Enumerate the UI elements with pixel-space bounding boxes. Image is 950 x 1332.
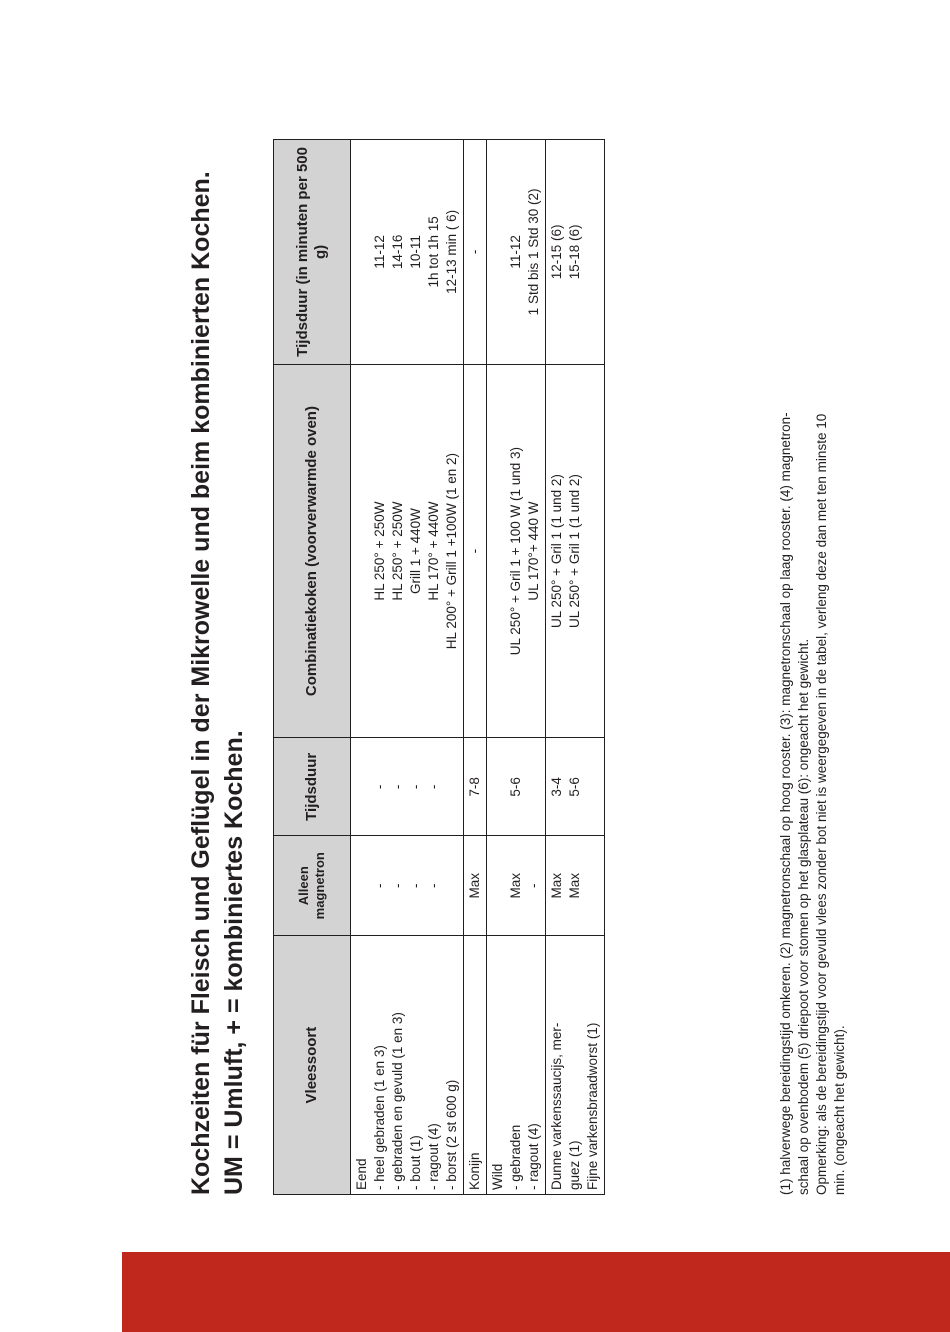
- cell-line: Grill 1 + 440W: [408, 508, 423, 595]
- cell-line: Eend: [354, 1158, 369, 1190]
- title-line-2: UM = Umluft, + = kombiniertes Kochen.: [220, 730, 248, 1195]
- cell-line: HL 250° + 250W: [372, 501, 387, 601]
- cell-tijdsduur: [351, 738, 464, 836]
- header-combinatiekoken: Combinatiekoken (voorverwarmde oven): [274, 364, 351, 738]
- cell-line: Max: [549, 872, 564, 899]
- cell-line: Wild: [490, 1163, 505, 1190]
- cell-vleessoort: [487, 936, 546, 1195]
- cell-tijdsduur: [464, 738, 487, 836]
- header-tijdsduur: Tijdsduur: [274, 738, 351, 836]
- cell-line: [525, 742, 543, 831]
- footnote-line: schaal op ovenbodem (5) driepoot voor stomen op het glasplateau (6): ongeacht het gewicht.: [796, 638, 811, 1195]
- cell-line: -: [408, 784, 423, 790]
- cell-vleessoort: [546, 936, 605, 1195]
- cell-line: [489, 144, 507, 360]
- cell-line: 11-12: [508, 235, 523, 269]
- cell-tijdsduur: [546, 738, 605, 836]
- cell-line: [489, 369, 507, 734]
- cell-line: [353, 144, 371, 360]
- cell-tijdsduur-500g: [546, 140, 605, 365]
- cell-line: [443, 742, 461, 831]
- cell-line: UL 250° + Gril 1 (1 und 2): [567, 474, 582, 628]
- cell-line: -: [467, 249, 482, 255]
- page-title: [185, 105, 251, 1195]
- cell-line: HL 250° + 250W: [390, 501, 405, 601]
- table-row: [464, 140, 487, 1195]
- cell-line: HL 170° + 440W: [426, 501, 441, 601]
- footnotes: [777, 139, 849, 1195]
- rotated-page-content: [185, 105, 847, 1195]
- cell-line: -: [426, 883, 441, 888]
- cell-line: Max: [467, 872, 482, 899]
- footnote-line: min. (ongeacht het gewicht).: [832, 1025, 847, 1195]
- cell-line: - borst (2 st 600 g): [444, 1079, 459, 1190]
- cell-line: -: [390, 883, 405, 888]
- cell-line: [584, 742, 602, 831]
- cell-line: [584, 144, 602, 360]
- cell-line: Max: [567, 872, 582, 899]
- cell-magnetron: [546, 836, 605, 936]
- cell-line: [489, 742, 507, 831]
- cooking-times-table: [273, 139, 605, 1195]
- cell-line: -: [408, 883, 423, 888]
- cell-line: 12-13 min ( 6): [444, 209, 459, 294]
- cell-line: - gebraden: [508, 1124, 523, 1190]
- cell-line: 11-12: [372, 235, 387, 269]
- cell-combinatie: [546, 364, 605, 738]
- cell-combinatie: [351, 364, 464, 738]
- cell-line: 1 Std bis 1 Std 30 (2): [526, 188, 541, 316]
- cell-line: UL 170°+ 440 W: [526, 501, 541, 601]
- cell-line: UL 250° + Gril 1 + 100 W (1 und 3): [508, 446, 523, 656]
- cell-line: 15-18 (6): [567, 224, 582, 280]
- cell-line: HL 200° + Grill 1 +100W (1 en 2): [444, 452, 459, 650]
- cell-line: guez (1): [567, 1140, 582, 1190]
- cell-line: -: [372, 883, 387, 888]
- cell-line: 10-11: [408, 235, 423, 269]
- cell-line: -: [372, 784, 387, 790]
- cell-tijdsduur-500g: [351, 140, 464, 365]
- cell-magnetron: [487, 836, 546, 936]
- cell-line: [353, 840, 371, 931]
- table-row: [351, 140, 464, 1195]
- table-header-row: [274, 140, 351, 1195]
- cell-line: [584, 840, 602, 931]
- cell-tijdsduur-500g: [487, 140, 546, 365]
- cell-vleessoort: [464, 936, 487, 1195]
- cell-line: 5-6: [567, 777, 582, 797]
- cell-tijdsduur: [487, 738, 546, 836]
- cell-combinatie: [464, 364, 487, 738]
- cell-line: 12-15 (6): [549, 224, 564, 280]
- cell-line: [353, 742, 371, 831]
- cell-line: Dunne varkenssaucijs, mer-: [549, 1022, 564, 1190]
- cell-line: - gebraden en gevuld (1 en 3): [390, 1012, 405, 1190]
- cell-line: [489, 840, 507, 931]
- cell-line: 14-16: [390, 234, 405, 270]
- cell-line: [353, 369, 371, 734]
- cell-vleessoort: [351, 936, 464, 1195]
- header-tijdsduur-500g: Tijdsduur (in minuten per 500 g): [274, 140, 351, 365]
- cell-line: - heel gebraden (1 en 3): [372, 1045, 387, 1190]
- cell-line: 3-4: [549, 777, 564, 797]
- cell-line: UL 250° + Gril 1 (1 und 2): [549, 474, 564, 628]
- cell-line: 7-8: [467, 777, 482, 797]
- cell-tijdsduur-500g: [464, 140, 487, 365]
- header-alleen-magnetron: Alleen magnetron: [274, 836, 351, 936]
- cell-line: - ragout (4): [426, 1123, 441, 1190]
- cell-magnetron: [351, 836, 464, 936]
- cell-line: 5-6: [508, 777, 523, 797]
- cell-line: [584, 369, 602, 734]
- cell-line: 1h tot 1h 15: [426, 216, 441, 288]
- cell-line: Konijn: [467, 1152, 482, 1190]
- cell-line: -: [467, 548, 482, 554]
- cell-line: -: [426, 784, 441, 790]
- cell-line: -: [390, 784, 405, 790]
- footnote-line: Opmerking: als de bereidingstijd voor gevuld vlees zonder bot niet is weergegeven in de tabel, verleng deze dan met ten minste 10: [814, 413, 829, 1195]
- cell-line: - ragout (4): [526, 1123, 541, 1190]
- footnote-line: (1) halverwege bereidingstijd omkeren. (2) magnetronschaal op hoog rooster. (3): magnetronschaal op laag rooster. (4) magnetron-: [778, 412, 793, 1195]
- cell-combinatie: [487, 364, 546, 738]
- header-vleessoort: Vleessoort: [274, 936, 351, 1195]
- table-row: [487, 140, 546, 1195]
- cell-magnetron: [464, 836, 487, 936]
- cell-line: Max: [508, 872, 523, 899]
- cell-line: -: [526, 883, 541, 888]
- title-line-1: Kochzeiten für Fleisch und Geflügel in der Mikrowelle und beim kombinierten Kochen.: [187, 171, 215, 1195]
- cell-line: Fijne varkensbraadworst (1): [585, 1022, 600, 1190]
- table-row: [546, 140, 605, 1195]
- cell-line: - bout (1): [408, 1135, 423, 1190]
- footer-accent-bar: [122, 1252, 950, 1332]
- cell-line: [443, 840, 461, 931]
